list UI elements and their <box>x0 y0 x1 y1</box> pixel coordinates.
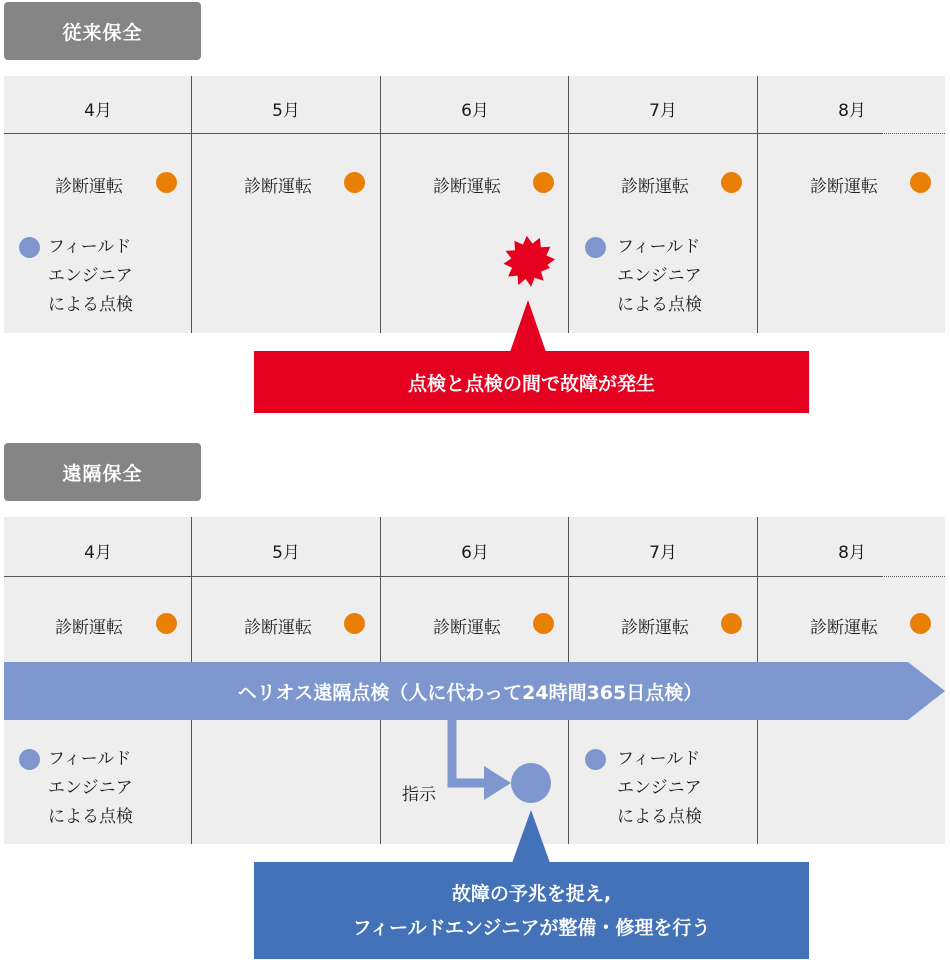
instruction-arrow-head <box>484 766 511 800</box>
diagnostic-run-label: 診断運転 <box>621 177 689 197</box>
field-inspection-text-jul: フィールド エンジニア による点検 <box>617 749 702 827</box>
month-label-may: 5月 <box>272 543 300 563</box>
instruction-arrow <box>452 720 489 783</box>
month-label-aug: 8月 <box>838 543 866 563</box>
remote-monitoring-banner-label: ヘリオス遠隔点検（人に代わって24時間365日点検） <box>237 681 703 704</box>
month-label-apr: 4月 <box>84 101 112 121</box>
month-label-jun: 6月 <box>461 543 489 563</box>
instruction-label: 指示 <box>402 785 436 805</box>
remote-callout-pointer <box>512 810 550 863</box>
diagnostic-run-label: 診断運転 <box>433 177 501 197</box>
field-inspection-text-jul: フィールド エンジニア による点検 <box>617 237 702 315</box>
failure-callout-pointer <box>510 300 546 352</box>
month-label-apr: 4月 <box>84 543 112 563</box>
diagnostic-run-label: 診断運転 <box>55 177 123 197</box>
field-inspection-text-apr: フィールド エンジニア による点検 <box>48 749 133 827</box>
month-label-aug: 8月 <box>838 101 866 121</box>
month-label-jul: 7月 <box>649 543 677 563</box>
diagnostic-run-label: 診断運転 <box>244 177 312 197</box>
diagnostic-run-label: 診断運転 <box>244 618 312 638</box>
section-label-conventional: 従来保全 <box>4 2 201 60</box>
field-inspection-text-apr: フィールド エンジニア による点検 <box>48 237 133 315</box>
section-label-remote: 遠隔保全 <box>4 443 201 501</box>
remote-point-icon <box>511 763 551 803</box>
month-label-jul: 7月 <box>649 101 677 121</box>
failure-callout: 点検と点検の間で故障が発生 <box>254 351 809 413</box>
diagnostic-run-label: 診断運転 <box>621 618 689 638</box>
month-label-jun: 6月 <box>461 101 489 121</box>
diagnostic-run-label: 診断運転 <box>810 618 878 638</box>
diagnostic-run-label: 診断運転 <box>810 177 878 197</box>
diagnostic-run-label: 診断運転 <box>55 618 123 638</box>
failure-burst-icon <box>504 236 556 287</box>
month-label-may: 5月 <box>272 101 300 121</box>
remote-callout: 故障の予兆を捉え, フィールドエンジニアが整備・修理を行う <box>254 862 809 959</box>
diagnostic-run-label: 診断運転 <box>433 618 501 638</box>
